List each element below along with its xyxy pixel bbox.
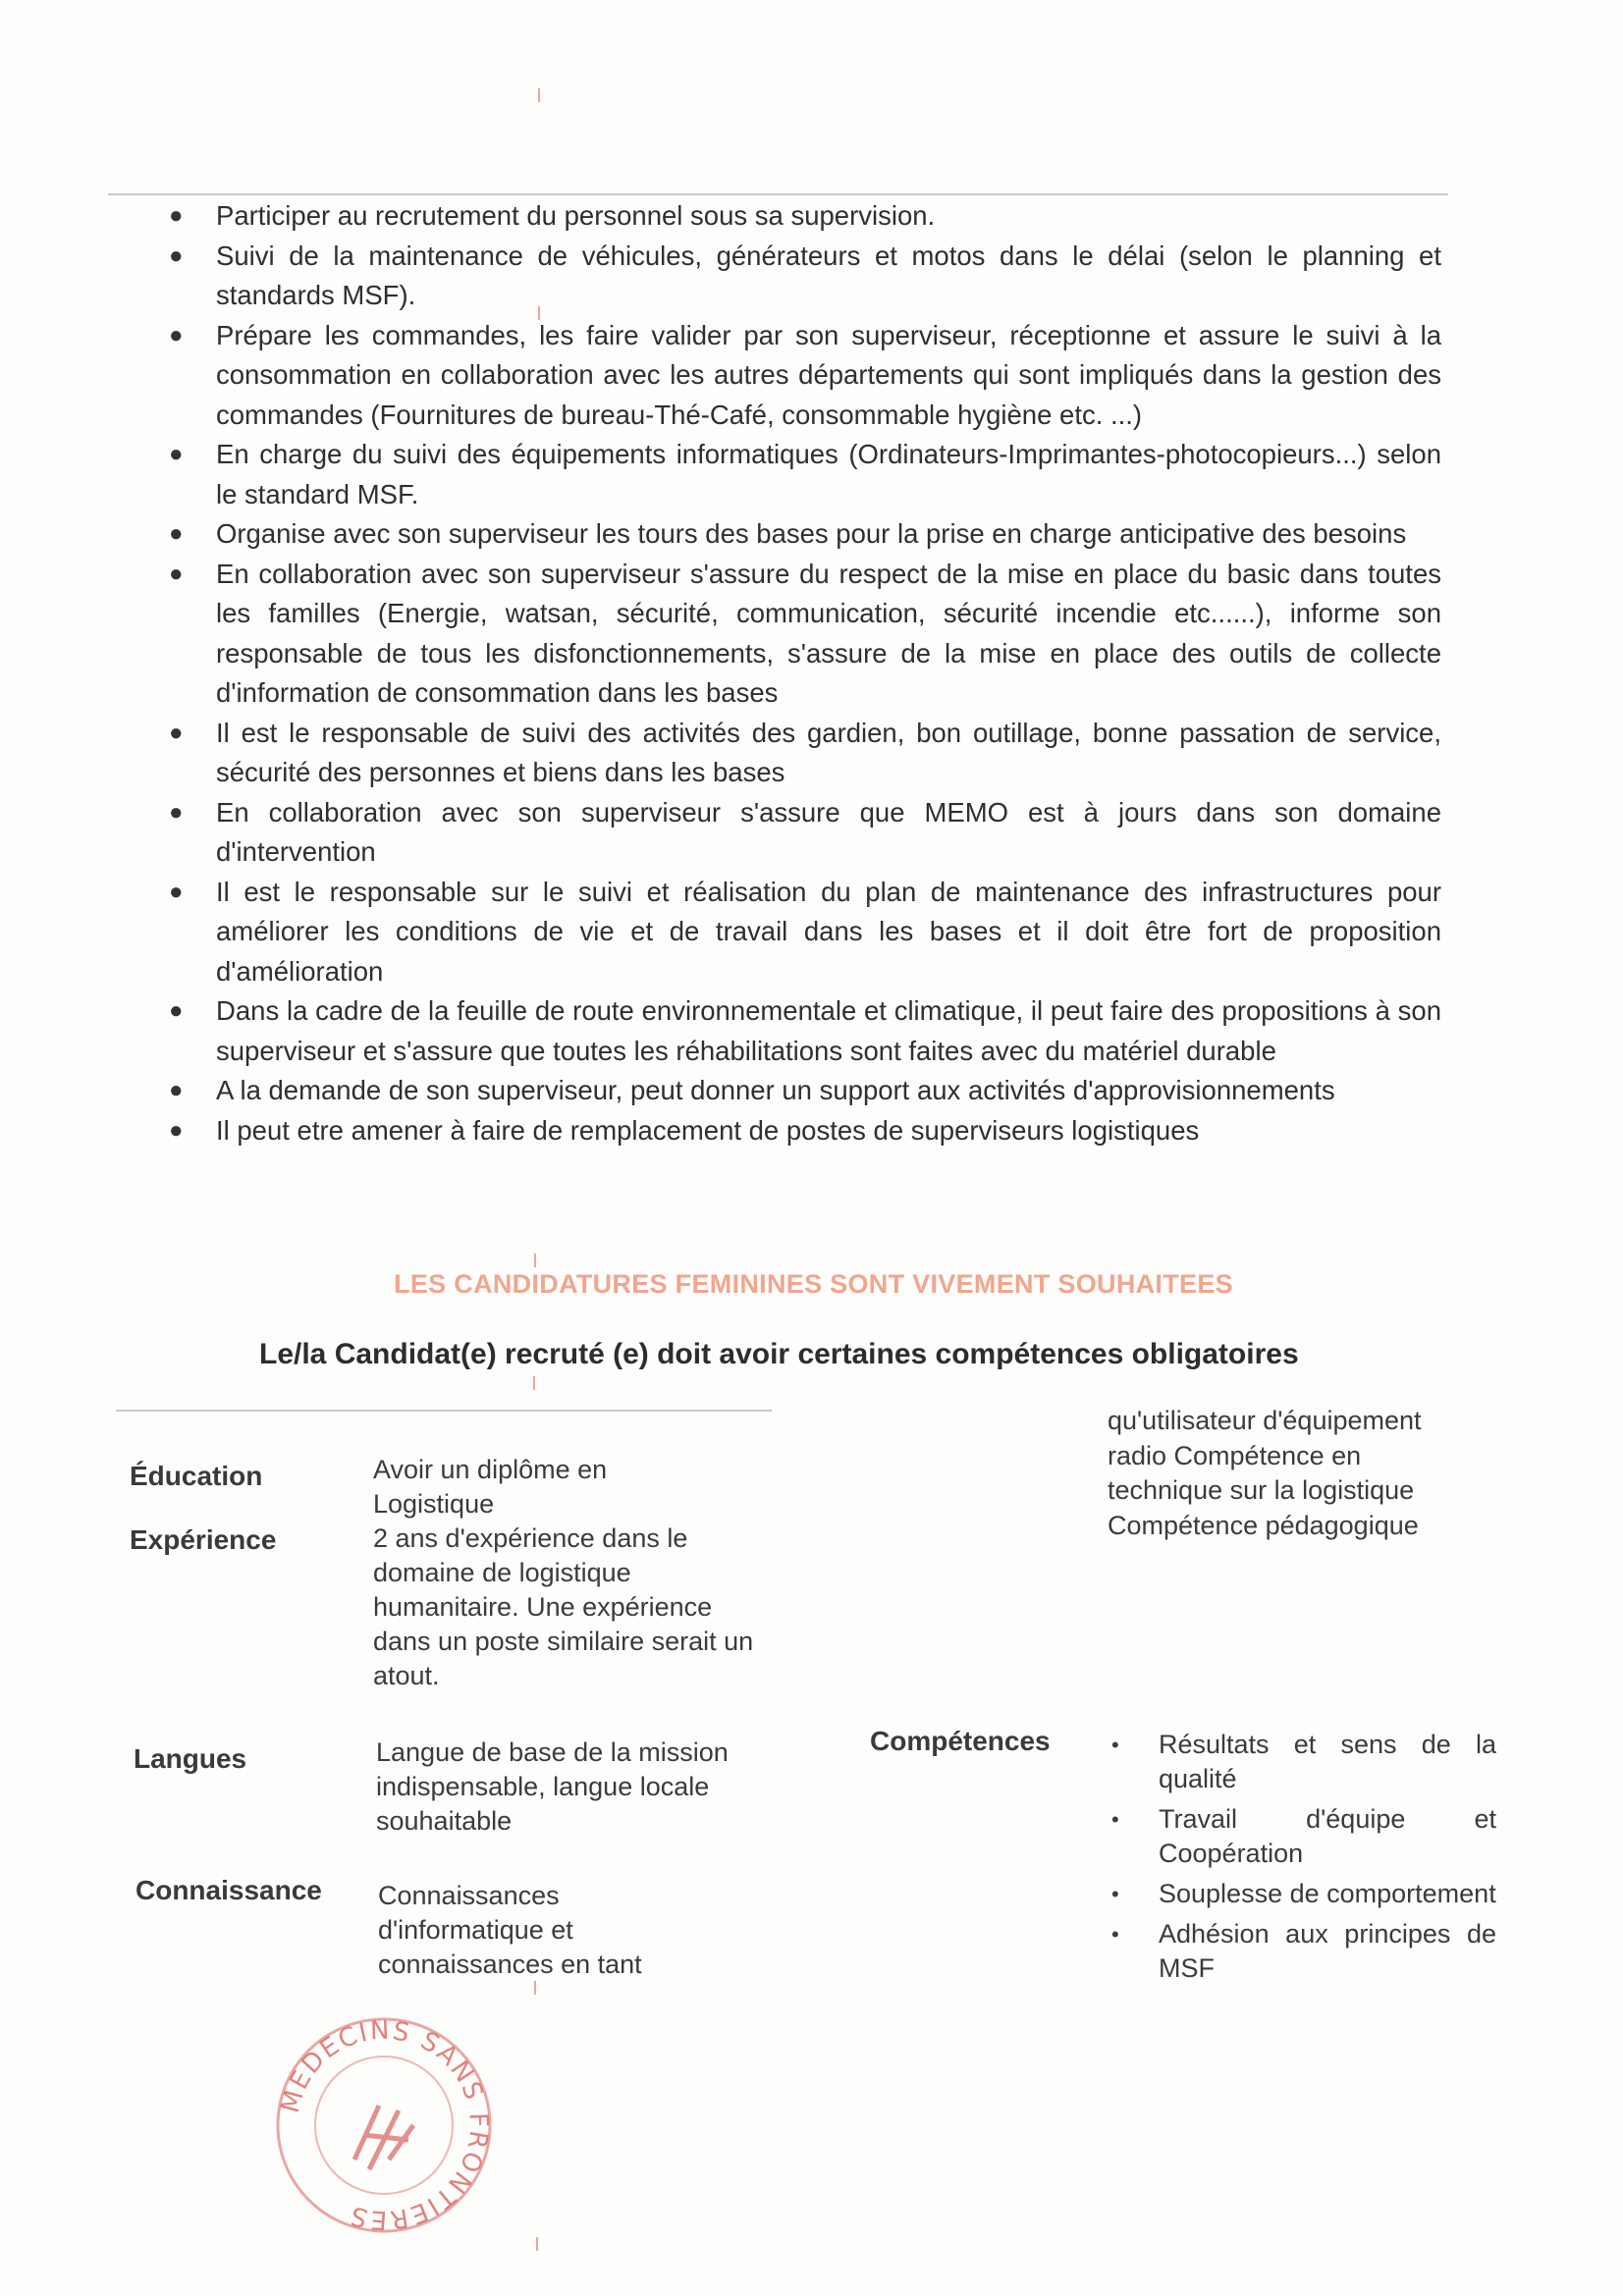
- list-item: [165, 1071, 1441, 1111]
- list-item: [165, 793, 1441, 873]
- bullet-icon: ●: [169, 202, 184, 229]
- list-item: [165, 435, 1441, 514]
- scan-speck: [534, 1254, 536, 1267]
- list-item: [1111, 1877, 1496, 1911]
- duty-text: Il peut etre amener à faire de remplacement de postes de superviseurs logistiques: [216, 1114, 1200, 1146]
- list-item: [165, 714, 1441, 793]
- list-item: [1111, 1917, 1496, 1986]
- top-divider: [108, 193, 1448, 195]
- duty-text: En charge du suivi des équipements informatiques (Ordinateurs-Imprimantes-photocopieurs...) selon le standard MSF.: [216, 439, 1441, 509]
- education-label: Éducation: [130, 1461, 263, 1491]
- requirements-subtitle: Le/la Candidat(e) recruté (e) doit avoir certaines compétences obligatoires: [259, 1338, 1299, 1370]
- duty-text: Organise avec son superviseur les tours des bases pour la prise en charge anticipative des besoins: [216, 518, 1407, 549]
- bullet-icon: ●: [169, 321, 184, 348]
- bullet-icon: ●: [169, 997, 184, 1024]
- duty-text: Dans la cadre de la feuille de route environnementale et climatique, il peut faire des propositions à son superviseur et s'assure que toutes les réhabilitations sont faites avec du matériel durable: [216, 995, 1441, 1066]
- education-value: Avoir un diplôme en Logistique: [373, 1455, 608, 1519]
- stamp-text: MEDECINS SANS FRONTIERES: [275, 2015, 494, 2235]
- duty-text: Suivi de la maintenance de véhicules, générateurs et motos dans le délai (selon le planning et standards MSF).: [216, 240, 1441, 310]
- knowledge-value-part2: qu'utilisateur d'équipement radio Compétence en technique sur la logistique Compétence pédagogique: [1108, 1406, 1422, 1540]
- skill-text: Souplesse de comportement: [1159, 1879, 1496, 1908]
- female-candidates-banner: [0, 1269, 1623, 1300]
- bullet-icon: •: [1111, 1807, 1119, 1832]
- bullet-icon: •: [1111, 1733, 1119, 1757]
- duty-text: En collaboration avec son superviseur s'assure que MEMO est à jours dans son domaine d'intervention: [216, 796, 1441, 867]
- list-item: [165, 514, 1441, 555]
- skills-label: Compétences: [870, 1726, 1051, 1756]
- list-item: [165, 991, 1441, 1071]
- list-item: [1111, 1802, 1496, 1871]
- skills-list: [1111, 1728, 1496, 1992]
- requirements-divider: [116, 1410, 772, 1412]
- knowledge-label: Connaissance: [135, 1875, 322, 1905]
- scan-speck: [538, 88, 540, 102]
- bullet-icon: ●: [169, 1116, 184, 1144]
- knowledge-value-part1: Connaissances d'informatique et connaissances en tant: [378, 1881, 642, 1979]
- bullet-icon: ●: [169, 241, 184, 269]
- languages-label: Langues: [134, 1743, 247, 1774]
- list-item: [165, 237, 1441, 316]
- duty-text: A la demande de son superviseur, peut donner un support aux activités d'approvisionnements: [216, 1075, 1335, 1105]
- list-item: [165, 555, 1441, 714]
- scan-speck: [536, 2237, 538, 2251]
- msf-stamp-icon: [271, 2012, 497, 2238]
- scan-speck: [538, 306, 540, 320]
- bullet-icon: •: [1111, 1922, 1119, 1947]
- duties-list: [165, 196, 1441, 1150]
- duty-text: Prépare les commandes, les faire valider par son superviseur, réceptionne et assure le suivi à la consommation en collaboration avec les autres départements qui sont impliqués dans la gestion des commandes (Fournitures de bureau-Thé-Café, consommable hygiène etc. ...): [216, 319, 1441, 430]
- list-item: [165, 1111, 1441, 1151]
- scan-speck: [533, 1376, 535, 1390]
- experience-label: Expérience: [130, 1524, 277, 1555]
- duty-text: Participer au recrutement du personnel sous sa supervision.: [216, 200, 936, 231]
- skill-text: Résultats et sens de la qualité: [1159, 1730, 1496, 1793]
- duty-text: En collaboration avec son superviseur s'assure du respect de la mise en place du basic dans toutes les familles (Energie, watsan, sécurité, communication, sécurité incendie etc......), informe son responsable de tous les disfonctionnements, s'assure de la mise en place des outils de collecte d'information de consommation dans les bases: [216, 558, 1441, 708]
- bullet-icon: ●: [169, 1077, 184, 1103]
- duty-text: Il est le responsable de suivi des activités des gardien, bon outillage, bonne passation de service, sécurité des personnes et biens dans les bases: [216, 717, 1441, 787]
- list-item: [165, 316, 1441, 436]
- bullet-icon: ●: [169, 520, 184, 547]
- bullet-icon: ●: [169, 719, 184, 746]
- skill-text: Adhésion aux principes de MSF: [1159, 1919, 1496, 1983]
- languages-value: Langue de base de la mission indispensable, langue locale souhaitable: [376, 1737, 729, 1836]
- experience-value: 2 ans d'expérience dans le domaine de logistique humanitaire. Une expérience dans un poste similaire serait un atout.: [373, 1523, 754, 1690]
- bullet-icon: ●: [169, 878, 184, 905]
- list-item: [1111, 1728, 1496, 1796]
- list-item: [165, 873, 1441, 992]
- banner-text: LES CANDIDATURES FEMININES SONT VIVEMENT SOUHAITEES: [394, 1269, 1233, 1299]
- bullet-icon: •: [1111, 1882, 1119, 1906]
- list-item: [165, 196, 1441, 237]
- bullet-icon: ●: [169, 441, 184, 467]
- scan-speck: [534, 1981, 536, 1995]
- duty-text: Il est le responsable sur le suivi et réalisation du plan de maintenance des infrastructures pour améliorer les conditions de vie et de travail dans les bases et il doit être fort de proposition d'amélioration: [216, 876, 1441, 987]
- svg-text:MEDECINS SANS FRONTIERES: [276, 2016, 494, 2235]
- bullet-icon: ●: [169, 560, 184, 587]
- bullet-icon: ●: [169, 798, 184, 826]
- skill-text: Travail d'équipe et Coopération: [1159, 1804, 1496, 1868]
